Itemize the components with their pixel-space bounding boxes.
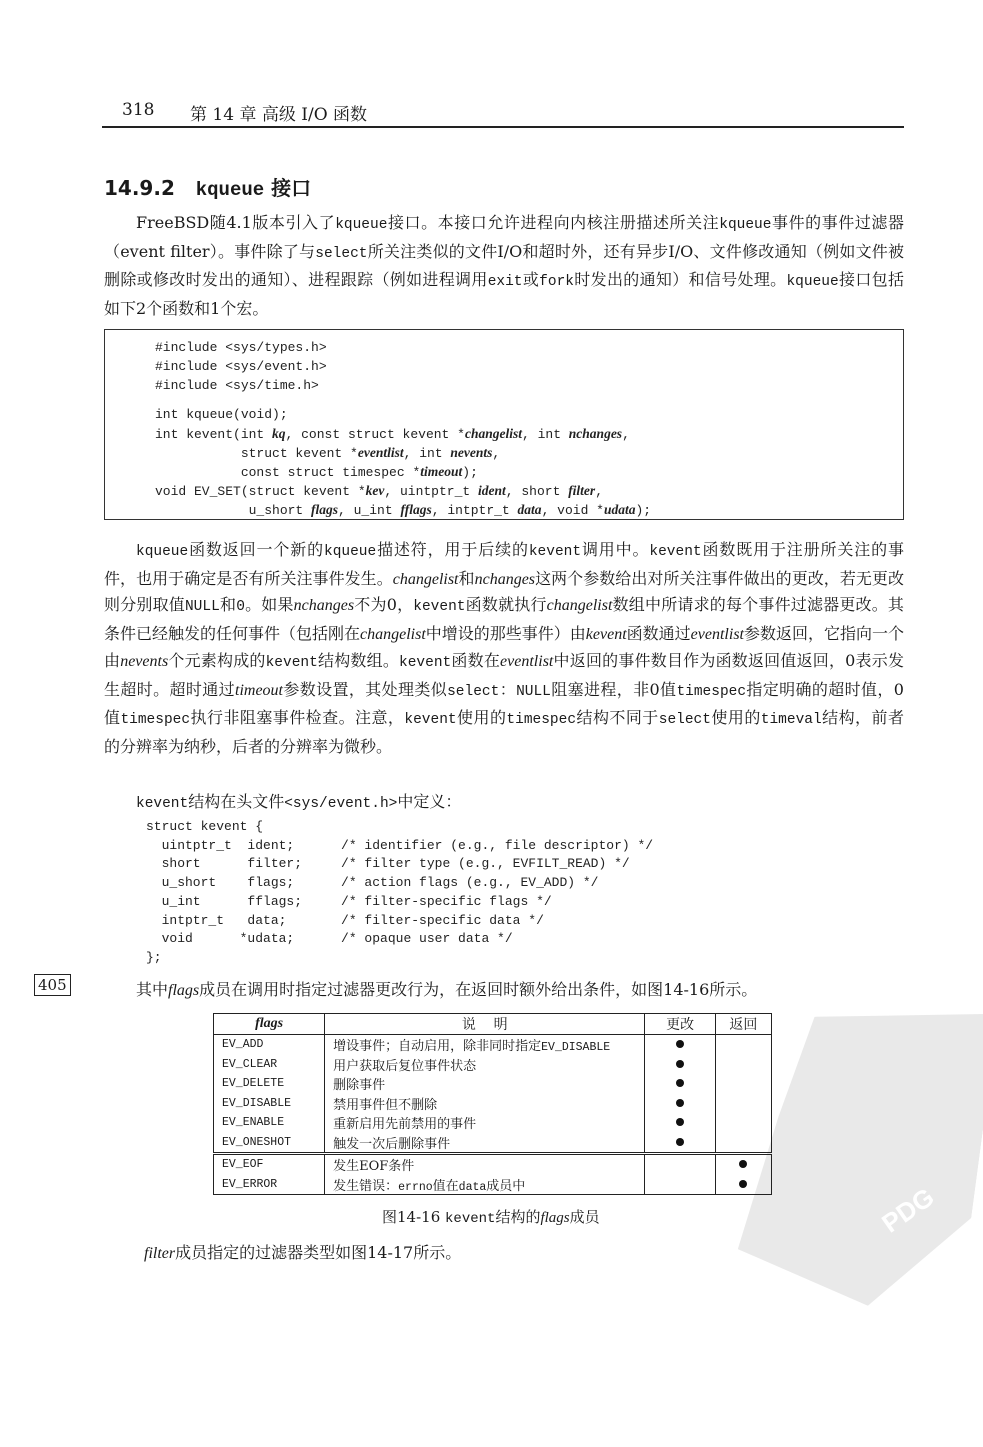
change-cell (645, 1113, 715, 1133)
bullet-dot-icon (676, 1099, 684, 1107)
filter-intro (144, 1240, 944, 1267)
text-run: 触发一次后删除事件 (333, 1136, 451, 1152)
inline-code: kevent (404, 712, 457, 729)
text-run: 所关注类似的文件I/O和超时外，还有异步I/O、文件修改通知（例如文件被删除或修改时发出的通知）、进程跟踪（例如进程调用 (104, 241, 904, 290)
parameter-name: filter (568, 483, 596, 498)
struct-line: struct kevent { (146, 819, 264, 834)
text-run: 接口包括如下2个函数和1个宏。 (104, 270, 904, 319)
code-text: struct kevent * (155, 446, 358, 461)
text-run: 执行非阻塞事件检查。注意， (190, 708, 405, 728)
inline-emphasis: eventlist (500, 652, 554, 670)
synopsis-line (155, 359, 327, 374)
synopsis-line (155, 340, 327, 355)
text-run: 接口。本接口允许进程向内核注册描述所关注 (387, 213, 720, 232)
parameter-name: data (517, 502, 542, 517)
synopsis-line (155, 407, 288, 422)
text-run: 成员 (569, 1208, 600, 1226)
return-cell (715, 1094, 771, 1114)
inline-code: EV_DISABLE (541, 1041, 611, 1055)
table-row (214, 1055, 772, 1075)
inline-emphasis: flags (168, 982, 200, 999)
synopsis-line (155, 464, 478, 480)
page-number: 318 (122, 100, 155, 120)
parameter-name: kev (365, 483, 385, 498)
table-row (214, 1113, 772, 1133)
inline-code: kevent (136, 796, 189, 812)
text-run: 调用中。 (581, 540, 650, 559)
bullet-dot-icon (676, 1040, 684, 1048)
inline-code: select (447, 683, 500, 700)
text-run: 阻塞进程，非0值 (550, 679, 677, 699)
return-cell (715, 1055, 771, 1075)
text-run: 指定明确的超时值，0值 (104, 679, 904, 728)
flag-name: EV_CLEAR (214, 1055, 325, 1075)
text-run: 禁用事件但不删除 (333, 1097, 438, 1113)
inline-code: timespec (676, 683, 747, 700)
text-run: 或 (522, 270, 540, 290)
parameter-name: ident (478, 483, 506, 498)
struct-line: intptr_t data; /* filter-specific data */ (146, 912, 544, 928)
struct-line: }; (146, 949, 162, 965)
code-text: ); (462, 465, 478, 480)
return-cell (715, 1035, 771, 1055)
return-cell (715, 1074, 771, 1094)
header-description: 说 明 (325, 1014, 645, 1035)
code-text: , intptr_t (431, 503, 518, 518)
section-title-code: kqueue (195, 179, 265, 201)
synopsis-line (155, 426, 630, 442)
parameter-name: nevents (450, 445, 493, 460)
text-run: 用户获取后复位事件状态 (333, 1058, 477, 1074)
code-text: void EV_SET(struct kevent * (155, 484, 366, 499)
text-run: 函数既用于注册所关注的事件，也用于确定是否有所关注事件发生。 (104, 540, 904, 588)
text-run: 参数设置，其处理类似 (283, 679, 448, 699)
flag-name: EV_DISABLE (214, 1094, 325, 1114)
struct-line: void *udata; /* opaque user data */ (146, 931, 513, 947)
inline-code: errno (398, 1180, 433, 1194)
text-run: 结构的 (495, 1208, 541, 1226)
inline-code: kqueue (786, 274, 839, 291)
inline-code: timespec (120, 712, 191, 729)
code-text: int kevent(int (155, 427, 273, 442)
text-run: 事件的事件过滤器（event filter）。事件除了与 (104, 213, 904, 261)
code-text: ); (635, 503, 652, 518)
flag-description (325, 1094, 645, 1114)
inline-code: NULL (184, 599, 220, 616)
flag-name: EV_ENABLE (214, 1113, 325, 1133)
code-text: , u_int (338, 503, 401, 518)
flag-name: EV_ONESHOT (214, 1133, 325, 1154)
inline-emphasis: timeout (235, 681, 283, 699)
inline-emphasis: nchanges (474, 570, 536, 588)
inline-code: select (658, 712, 711, 729)
table-row (214, 1133, 772, 1154)
flag-description (325, 1154, 645, 1175)
code-text: u_short (155, 503, 312, 518)
text-run: 函数通过 (626, 624, 691, 644)
code-text: , (492, 446, 501, 461)
change-cell (645, 1094, 715, 1114)
inline-emphasis: changelist (360, 626, 426, 644)
inline-emphasis: changelist (546, 597, 613, 615)
header-return: 返回 (715, 1014, 771, 1035)
description-paragraph (104, 537, 904, 760)
text-run: 成员中 (486, 1178, 526, 1194)
code-text: , short (505, 484, 569, 499)
inline-code: <sys/event.h> (284, 796, 398, 812)
inline-code: kqueue (324, 544, 377, 560)
inline-code: kevent (528, 544, 582, 560)
change-cell (645, 1055, 715, 1075)
header-change: 更改 (645, 1014, 715, 1035)
text-run: 函数就执行 (465, 595, 547, 615)
return-cell (715, 1113, 771, 1133)
figure-caption (382, 1206, 600, 1227)
flag-name: EV_EOF (214, 1154, 325, 1175)
table-row (214, 1175, 772, 1195)
text-run: FreeBSD随4.1版本引入了 (136, 213, 336, 232)
code-text: , int (403, 446, 451, 461)
flag-description (325, 1175, 645, 1195)
flag-description (325, 1133, 645, 1154)
flags-table (213, 1013, 772, 1195)
header-rule (102, 126, 904, 128)
text-run: 不为0， (354, 595, 414, 615)
change-cell (645, 1035, 715, 1055)
parameter-name: udata (603, 502, 636, 517)
struct-line: uintptr_t ident; /* identifier (e.g., file descriptor) */ (146, 837, 654, 853)
bullet-dot-icon (676, 1118, 684, 1126)
code-text: #include <sys/event.h> (155, 359, 327, 374)
change-cell (645, 1175, 715, 1195)
inline-code: kqueue (335, 217, 388, 233)
change-cell (645, 1154, 715, 1175)
synopsis-line (155, 378, 319, 393)
text-run: 这两个参数给出对所关注事件做出的更改，若无更改则分别取值 (104, 568, 904, 615)
text-run: 函数返回一个新的 (188, 540, 324, 559)
margin-page-ref: 405 (34, 974, 71, 996)
text-run: 函数在 (451, 650, 501, 670)
text-run: 成员在调用时指定过滤器更改行为，在返回时额外给出条件，如图14-16所示。 (199, 980, 758, 999)
struct-line: u_int fflags; /* filter-specific flags */ (146, 893, 552, 909)
code-text: , uintptr_t (384, 484, 478, 499)
change-cell (645, 1074, 715, 1094)
text-run: 使用的 (710, 708, 761, 728)
flags-intro (104, 977, 904, 1004)
header-flags: flags (214, 1014, 325, 1035)
code-text: , void * (541, 503, 604, 518)
inline-code: fork (539, 274, 574, 291)
inline-code: kevent (413, 599, 466, 616)
code-text: #include <sys/types.h> (155, 340, 327, 355)
inline-code: timeval (760, 712, 822, 729)
text-run: 发生EOF条件 (333, 1159, 415, 1175)
text-run: 使用的 (456, 708, 507, 728)
inline-emphasis: nevents (120, 652, 169, 670)
text-run: 删除事件 (333, 1078, 386, 1094)
inline-emphasis: filter (144, 1245, 176, 1262)
text-run: 值在 (432, 1178, 459, 1194)
code-text: int kqueue(void); (155, 407, 288, 422)
inline-code: kevent (649, 544, 702, 560)
text-run: 和 (219, 595, 237, 615)
synopsis-line (155, 502, 651, 518)
return-cell (715, 1154, 771, 1175)
section-number: 14.9.2 (104, 176, 175, 200)
text-run: 描述符，用于后续的 (376, 540, 529, 559)
text-run: 结构，前者的分辨率为纳秒，后者的分辨率为微秒。 (104, 708, 904, 756)
text-run: 结构在头文件 (188, 792, 285, 811)
flag-description (325, 1055, 645, 1075)
section-title-suffix: 接口 (264, 176, 312, 200)
text-run: 图14-16 (382, 1208, 446, 1226)
parameter-name: flags (311, 502, 339, 517)
code-text: , const struct kevent * (285, 427, 465, 442)
struct-intro (104, 789, 904, 818)
text-run: 数组中所请求的每个事件过滤器更改。其条件已经触发的任何事件（包括刚在 (104, 595, 904, 644)
bullet-dot-icon (676, 1079, 684, 1087)
inline-emphasis: flags (540, 1210, 570, 1226)
code-text: , (595, 484, 603, 499)
inline-code: timespec (506, 712, 577, 729)
text-run: ： (499, 679, 517, 699)
inline-emphasis: eventlist (690, 626, 744, 644)
flag-name: EV_ADD (214, 1035, 325, 1055)
text-run: 中返回的事件数目作为函数返回值返回，0表示发生超时。超时通过 (104, 650, 904, 699)
text-run: 时发出的通知）和信号处理。 (573, 270, 787, 290)
parameter-name: timeout (420, 464, 463, 479)
chapter-title: 第 14 章 高级 I/O 函数 (190, 105, 368, 125)
text-run: 重新启用先前禁用的事件 (333, 1117, 477, 1133)
flag-description (325, 1113, 645, 1133)
inline-code: 0 (236, 599, 245, 616)
running-header (122, 100, 902, 126)
table-row (214, 1154, 772, 1175)
parameter-name: eventlist (357, 445, 404, 460)
struct-line: u_short flags; /* action flags (e.g., EV_ADD) */ (146, 875, 599, 891)
text-run: 。如果 (244, 595, 294, 615)
inline-code: exit (487, 274, 523, 291)
text-run: 结构不同于 (576, 708, 659, 728)
code-text: , int (521, 427, 569, 442)
inline-code: kevent (399, 654, 452, 671)
table-row (214, 1074, 772, 1094)
inline-code: kqueue (136, 544, 189, 560)
parameter-name: fflags (400, 502, 432, 517)
struct-line: short filter; /* filter type (e.g., EVFILT_READ) */ (146, 856, 630, 872)
synopsis-line (155, 483, 603, 499)
inline-code: kevent (265, 654, 318, 671)
text-run: 结构数组。 (317, 650, 400, 670)
flag-description (325, 1035, 645, 1055)
text-run: 个元素构成的 (168, 650, 266, 670)
table-header-row (214, 1014, 772, 1035)
text-run: 发生错误： (333, 1178, 399, 1194)
bullet-dot-icon (676, 1138, 684, 1146)
text-run: 增设事件；自动启用，除非同时指定 (333, 1039, 542, 1055)
code-text: #include <sys/time.h> (155, 378, 319, 393)
inline-code: NULL (516, 683, 551, 700)
flag-name: EV_DELETE (214, 1074, 325, 1094)
return-cell (715, 1175, 771, 1195)
section-title (104, 172, 311, 201)
flag-name: EV_ERROR (214, 1175, 325, 1195)
flag-description (325, 1074, 645, 1094)
parameter-name: changelist (464, 426, 522, 441)
inline-code: select (315, 245, 368, 262)
bullet-dot-icon (676, 1060, 684, 1068)
change-cell (645, 1133, 715, 1154)
parameter-name: kq (272, 426, 286, 441)
intro-paragraph (104, 210, 904, 322)
parameter-name: nchanges (568, 426, 623, 441)
code-text: const struct timespec * (155, 465, 421, 480)
text-run: 和 (458, 568, 475, 588)
inline-emphasis: kevent (585, 626, 627, 644)
synopsis-line (155, 445, 500, 461)
bullet-dot-icon (739, 1180, 747, 1188)
text-run: 成员指定的过滤器类型如图14-17所示。 (175, 1243, 462, 1262)
synopsis-box (104, 329, 904, 520)
text-run: 中增设的那些事件）由 (425, 624, 586, 644)
bullet-dot-icon (739, 1160, 747, 1168)
watermark-text: PDG (876, 1181, 940, 1239)
inline-emphasis: nchanges (293, 597, 355, 615)
code-text: , (622, 427, 630, 442)
inline-code: data (458, 1180, 487, 1194)
return-cell (715, 1133, 771, 1154)
text-run: 参数返回，它指向一个由 (104, 624, 904, 670)
inline-code: kevent (445, 1211, 496, 1227)
inline-emphasis: changelist (392, 570, 459, 588)
text-run: 其中 (136, 980, 169, 999)
text-run: 中定义： (397, 792, 462, 811)
table-row (214, 1094, 772, 1114)
table-row (214, 1035, 772, 1055)
inline-code: kqueue (719, 217, 772, 233)
